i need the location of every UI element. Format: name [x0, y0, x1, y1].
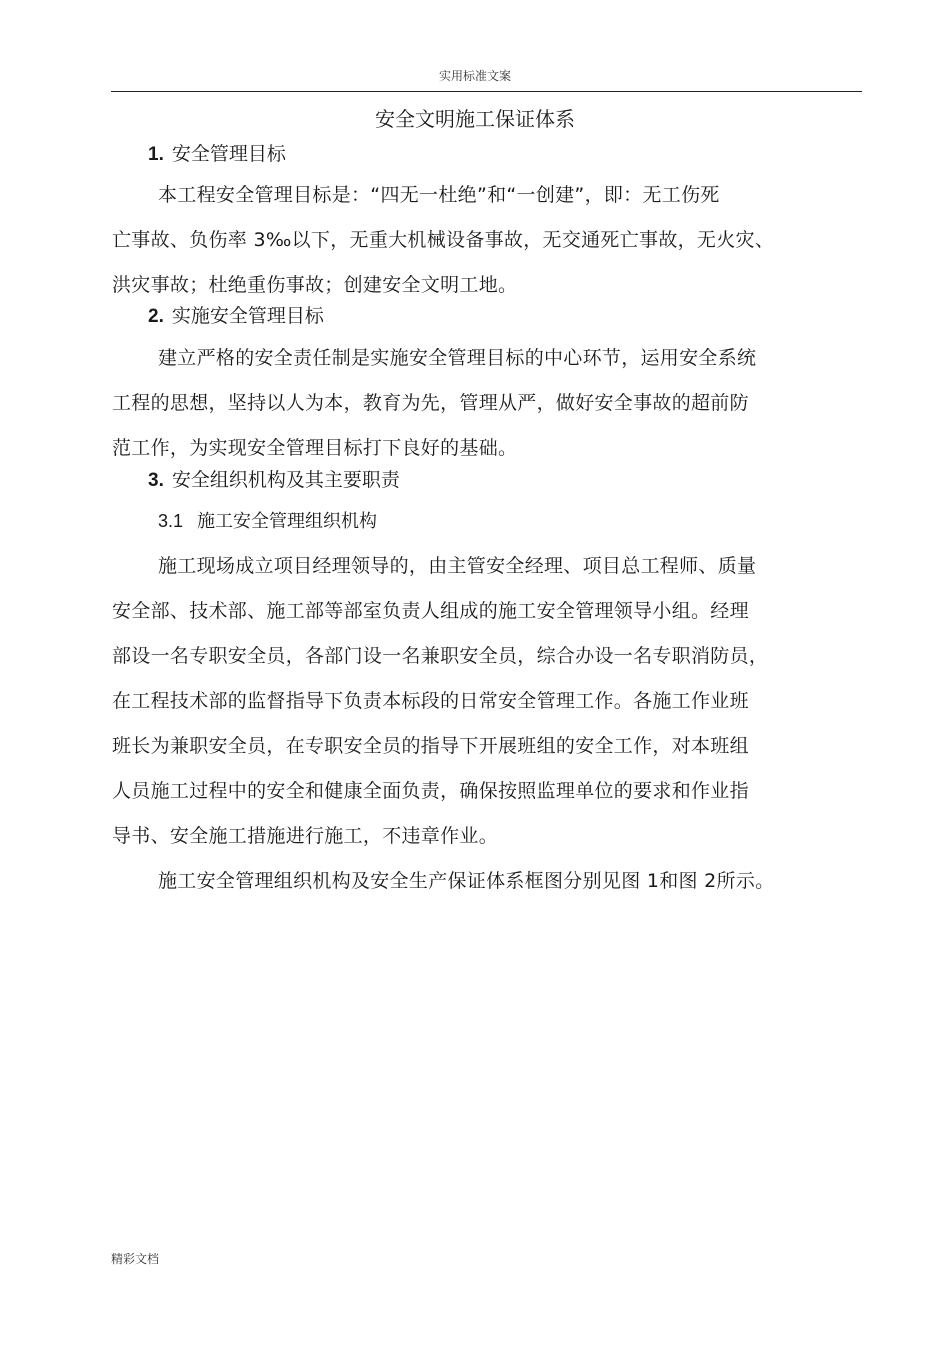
- section-1-line-2: 亡事故、负伤率 3‰以下，无重大机械设备事故，无交通死亡事故，无火灾、: [112, 229, 775, 251]
- subsection-line-8: 施工安全管理组织机构及安全生产保证体系框图分别见图 1和图 2所示。: [158, 870, 775, 892]
- subsection-line-3: 部设一名专职安全员，各部门设一名兼职安全员，综合办设一名专职消防员，: [112, 645, 769, 667]
- subsection-line-7: 导书、安全施工措施进行施工，不违章作业。: [112, 825, 499, 847]
- header-rule: [111, 91, 862, 92]
- section-2-number: 2.: [148, 306, 164, 327]
- section-2-line-1: 建立严格的安全责任制是实施安全管理目标的中心环节，运用安全系统: [158, 347, 757, 369]
- section-2-line-2: 工程的思想，坚持以人为本，教育为先，管理从严，做好安全事故的超前防: [112, 392, 749, 414]
- section-1-line-1: 本工程安全管理目标是：“四无一杜绝”和“一创建”，即：无工伤死: [158, 184, 720, 206]
- subsection-line-1: 施工现场成立项目经理领导的，由主管安全经理、项目总工程师、质量: [158, 555, 757, 577]
- section-2-heading: [148, 301, 324, 328]
- subsection-line-4: 在工程技术部的监督指导下负责本标段的日常安全管理工作。各施工作业班: [112, 690, 749, 712]
- section-3-heading: [148, 465, 400, 492]
- section-3-number: 3.: [148, 470, 164, 491]
- section-1-heading: [148, 139, 286, 166]
- section-2-title: 实施安全管理目标: [171, 305, 324, 327]
- document-title: 安全文明施工保证体系: [375, 107, 575, 131]
- subsection-3-1-number: 3.1: [158, 511, 184, 531]
- subsection-3-1-heading: [158, 507, 377, 533]
- subsection-line-2: 安全部、技术部、施工部等部室负责人组成的施工安全管理领导小组。经理: [112, 600, 749, 622]
- section-1-title: 安全管理目标: [171, 143, 286, 165]
- page-footer: 精彩文档: [111, 1252, 160, 1266]
- section-1-line-3: 洪灾事故；杜绝重伤事故；创建安全文明工地。: [112, 274, 518, 296]
- section-2-line-3: 范工作，为实现安全管理目标打下良好的基础。: [112, 437, 518, 459]
- subsection-line-6: 人员施工过程中的安全和健康全面负责，确保按照监理单位的要求和作业指: [112, 780, 749, 802]
- page-header: 实用标准文案: [438, 69, 511, 83]
- subsection-3-1-title: 施工安全管理组织机构: [197, 511, 378, 532]
- section-3-title: 安全组织机构及其主要职责: [171, 469, 400, 491]
- subsection-line-5: 班长为兼职安全员，在专职安全员的指导下开展班组的安全工作，对本班组: [112, 735, 749, 757]
- section-1-number: 1.: [148, 144, 164, 165]
